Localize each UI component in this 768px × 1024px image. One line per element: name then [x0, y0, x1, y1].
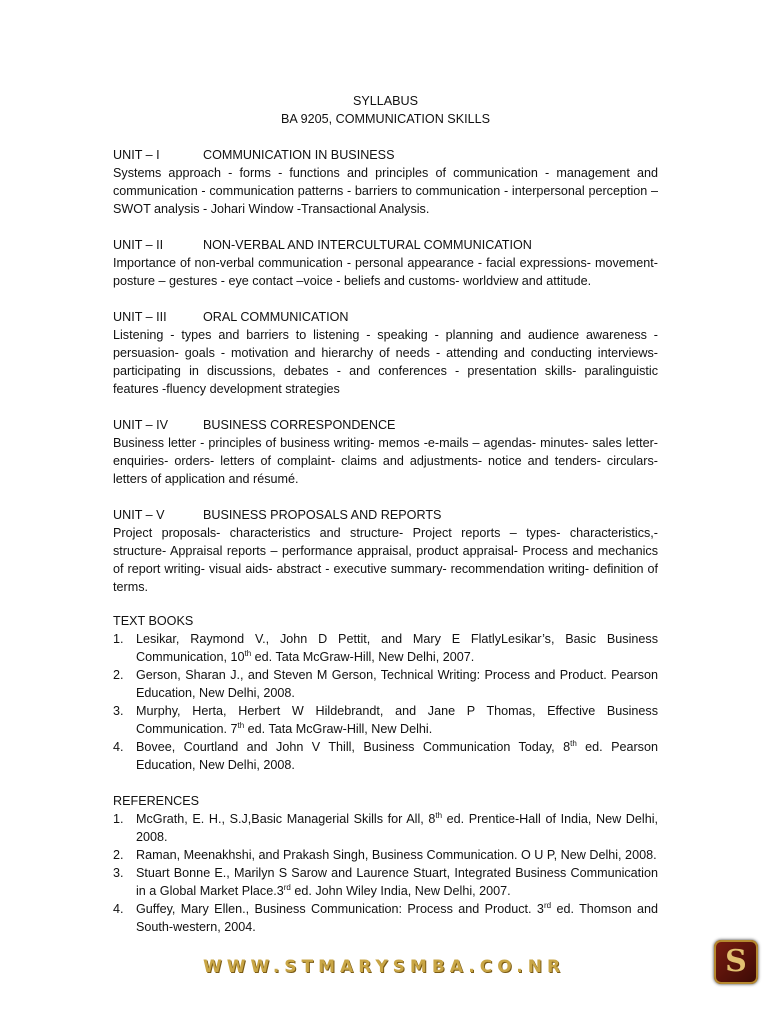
item-text: Guffey, Mary Ellen., Business Communication: Process and Product. 3rd ed. Thomson and South-western, 2004. [136, 900, 658, 934]
item-number: 3. [113, 866, 124, 880]
unit-description: Project proposals- characteristics and structure- Project reports – types- characteristics,-structure- Appraisal reports – performance appraisal, product appraisal- Process and mechanics of report writing- visual aids- abstract - executive summary- recommendation writing- definition of terms. [113, 526, 658, 594]
item-number: 2. [113, 668, 124, 682]
unit-description: Listening - types and barriers to listening - speaking - planning and audience awareness - persuasion- goals - motivation and hierarchy of needs - attending and conducting interviews-participating in discussions, debates - and conferences - presentation skills- paralinguistic features -fluency development strategies [113, 328, 658, 396]
unit-number: UNIT – II [113, 238, 164, 252]
textbooks-list [113, 630, 658, 774]
list-item [113, 846, 658, 864]
unit-description: Business letter - principles of business writing- memos -e-mails – agendas- minutes- sales letter- enquiries- orders- letters of complaint- claims and adjustments- notice and tenders- circulars- letters of application and résumé. [113, 436, 658, 486]
unit-4 [113, 416, 658, 488]
item-number: 1. [113, 812, 124, 826]
list-item [113, 900, 658, 936]
item-text: Raman, Meenakhshi, and Prakash Singh, Business Communication. O U P, New Delhi, 2008. [136, 848, 657, 862]
references-heading: REFERENCES [113, 794, 200, 808]
list-item [113, 810, 658, 846]
logo-letter: S [725, 944, 747, 979]
textbooks-heading: TEXT BOOKS [113, 614, 194, 628]
unit-heading: COMMUNICATION IN BUSINESS [203, 148, 395, 162]
unit-description: Systems approach - forms - functions and principles of communication - management and communication - communication patterns - barriers to communication - interpersonal perception – SWOT analysis - Johari Window -Transactional Analysis. [113, 166, 658, 216]
syllabus-page [113, 92, 658, 936]
unit-number: UNIT – IV [113, 418, 169, 432]
unit-heading: NON-VERBAL AND INTERCULTURAL COMMUNICATION [203, 238, 532, 252]
list-item [113, 738, 658, 774]
unit-heading: ORAL COMMUNICATION [203, 310, 349, 324]
item-number: 1. [113, 632, 124, 646]
unit-heading: BUSINESS PROPOSALS AND REPORTS [203, 508, 442, 522]
website-footer: WWW.STMARYSMBA.CO.NR [202, 957, 566, 977]
item-number: 3. [113, 704, 124, 718]
item-text: Gerson, Sharan J., and Steven M Gerson, Technical Writing: Process and Product. Pearson Education, New Delhi, 2008. [136, 668, 658, 700]
item-number: 4. [113, 902, 124, 916]
item-text: Bovee, Courtland and John V Thill, Business Communication Today, 8th ed. Pearson Education, New Delhi, 2008. [136, 738, 658, 772]
references-list [113, 810, 658, 936]
item-number: 2. [113, 848, 124, 862]
item-number: 4. [113, 740, 124, 754]
page-subtitle: BA 9205, COMMUNICATION SKILLS [280, 112, 491, 126]
item-text: McGrath, E. H., S.J,Basic Managerial Skills for All, 8th ed. Prentice-Hall of India, New Delhi, 2008. [136, 810, 658, 844]
unit-number: UNIT – V [113, 508, 165, 522]
list-item [113, 630, 658, 666]
list-item [113, 864, 658, 900]
unit-heading: BUSINESS CORRESPONDENCE [203, 418, 396, 432]
item-text: Stuart Bonne E., Marilyn S Sarow and Laurence Stuart, Integrated Business Communication in a Global Market Place.3rd ed. John Wiley India, New Delhi, 2007. [136, 866, 658, 898]
list-item [113, 666, 658, 702]
unit-3 [113, 308, 658, 398]
unit-number: UNIT – III [113, 310, 167, 324]
list-item [113, 702, 658, 738]
unit-description: Importance of non-verbal communication - personal appearance - facial expressions- movement-posture – gestures - eye contact –voice - beliefs and customs- worldview and attitude. [113, 256, 658, 288]
unit-1 [113, 146, 658, 218]
page-title: SYLLABUS [352, 94, 419, 108]
unit-5 [113, 506, 658, 596]
item-text: Murphy, Herta, Herbert W Hildebrandt, and Jane P Thomas, Effective Business Communication. 7th ed. Tata McGraw-Hill, New Delhi. [136, 704, 658, 736]
unit-number: UNIT – I [113, 148, 160, 162]
unit-2 [113, 236, 658, 290]
item-text: Lesikar, Raymond V., John D Pettit, and Mary E FlatlyLesikar’s, Basic Business Communication, 10th ed. Tata McGraw-Hill, New Delhi, 2007. [136, 632, 658, 664]
s-emblem-icon [714, 940, 758, 984]
